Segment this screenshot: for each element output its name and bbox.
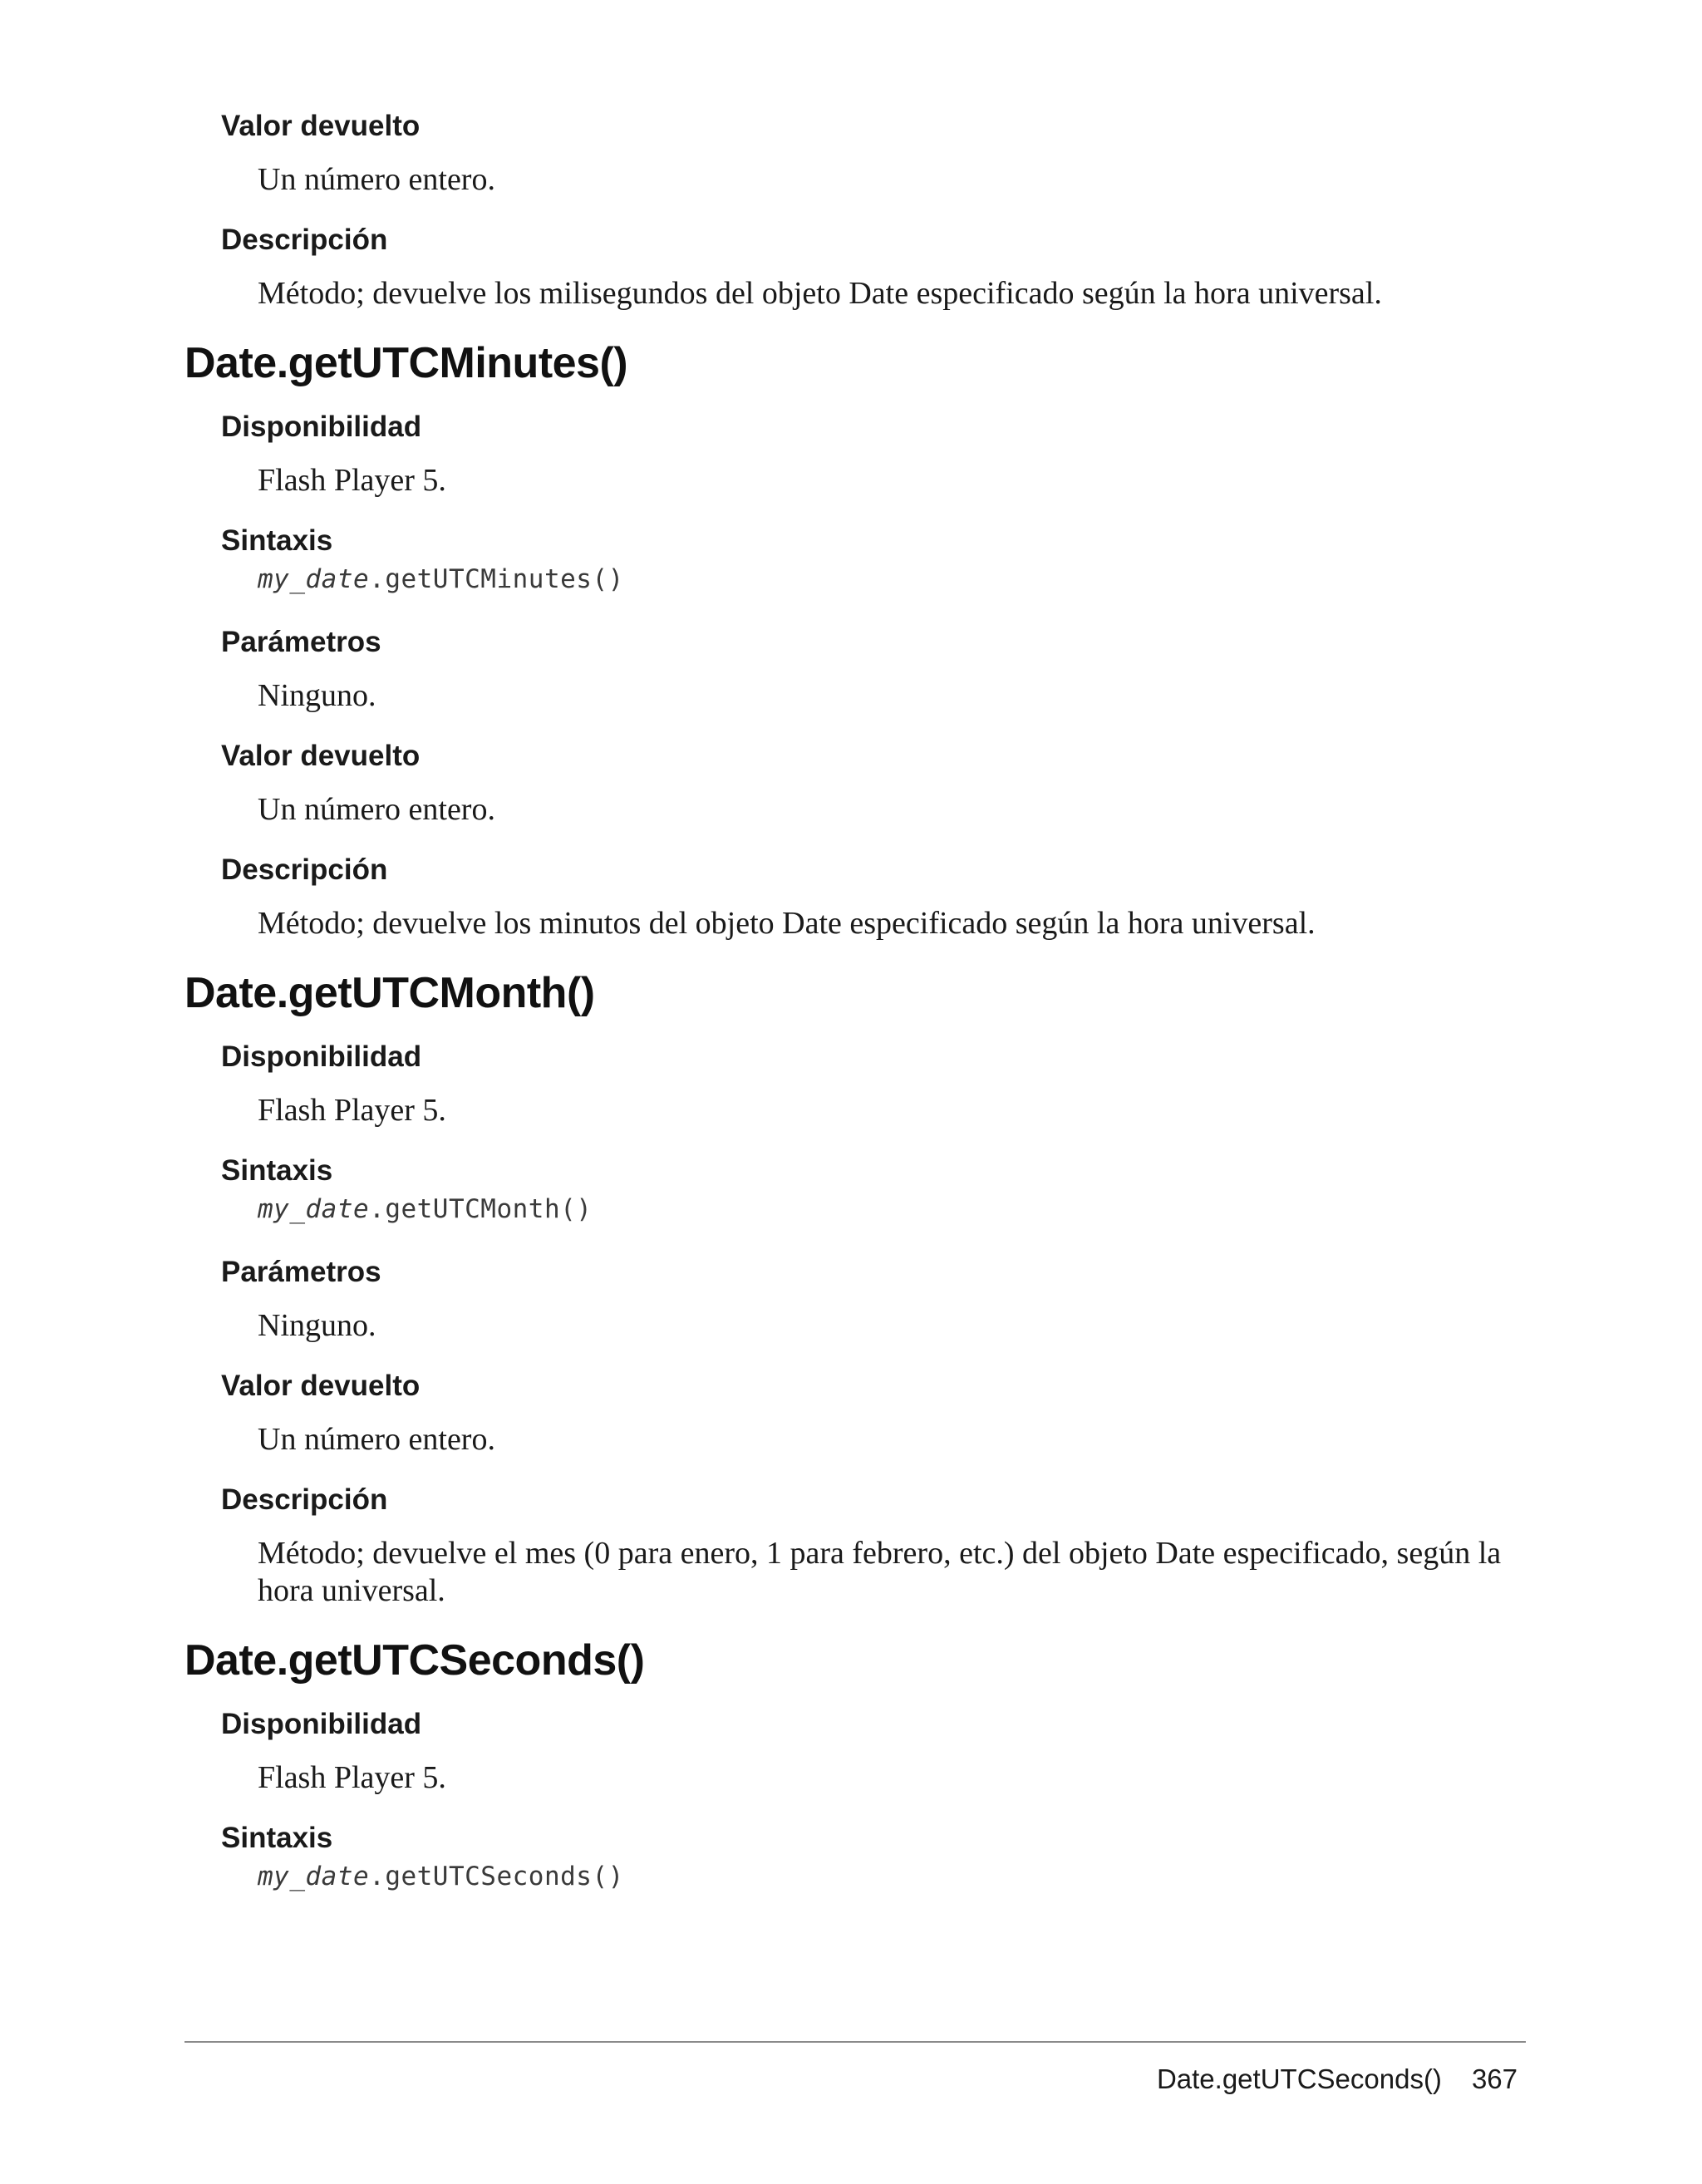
description-heading: Descripción <box>221 853 388 886</box>
syntax-code <box>258 1193 1531 1226</box>
availability-text: Flash Player 5. <box>258 463 446 498</box>
description-heading: Descripción <box>221 1483 388 1516</box>
return-value-text: Un número entero. <box>258 162 495 197</box>
syntax-method: .getUTCMinutes() <box>369 564 624 594</box>
description-text: Método; devuelve los milisegundos del objeto Date especificado según la hora universal. <box>258 276 1382 311</box>
return-value-heading: Valor devuelto <box>221 110 421 142</box>
entry-title: Date.getUTCMonth() <box>184 969 595 1017</box>
parameters-text: Ninguno. <box>258 678 376 713</box>
syntax-method: .getUTCMonth() <box>369 1194 593 1224</box>
description-heading: Descripción <box>221 224 388 256</box>
page-footer <box>1157 2061 1518 2098</box>
entry-getutcminutes <box>184 337 1531 942</box>
parameters-text: Ninguno. <box>258 1308 376 1343</box>
availability-text: Flash Player 5. <box>258 1093 446 1128</box>
availability-heading: Disponibilidad <box>221 1708 422 1740</box>
syntax-heading: Sintaxis <box>221 1154 333 1187</box>
return-value-heading: Valor devuelto <box>221 740 421 772</box>
description-text: Método; devuelve el mes (0 para enero, 1 para febrero, etc.) del objeto Date especificado, según la hora universal. <box>258 1536 1502 1608</box>
syntax-code <box>258 563 1531 596</box>
description-text: Método; devuelve los minutos del objeto Date especificado según la hora universal. <box>258 906 1316 941</box>
availability-heading: Disponibilidad <box>221 411 422 443</box>
parameters-heading: Parámetros <box>221 1256 381 1288</box>
entry-getutcmonth <box>184 967 1531 1610</box>
entry-title: Date.getUTCMinutes() <box>184 339 628 387</box>
syntax-variable: my_date <box>258 1194 370 1224</box>
availability-heading: Disponibilidad <box>221 1040 422 1073</box>
running-title: Date.getUTCSeconds() <box>1156 2063 1442 2094</box>
syntax-heading: Sintaxis <box>221 1822 333 1854</box>
return-value-text: Un número entero. <box>258 1422 495 1457</box>
footer-divider <box>184 2041 1526 2043</box>
page-number: 367 <box>1471 2063 1518 2094</box>
entry-title: Date.getUTCSeconds() <box>184 1636 645 1685</box>
return-value-heading: Valor devuelto <box>221 1370 421 1402</box>
syntax-variable: my_date <box>258 564 370 594</box>
return-value-text: Un número entero. <box>258 792 495 827</box>
syntax-heading: Sintaxis <box>221 524 333 557</box>
entry-getutcseconds <box>184 1635 1531 1893</box>
syntax-code <box>258 1860 1531 1893</box>
parameters-heading: Parámetros <box>221 626 381 658</box>
syntax-variable: my_date <box>258 1862 370 1891</box>
availability-text: Flash Player 5. <box>258 1760 446 1795</box>
page-content <box>184 106 1531 1920</box>
syntax-method: .getUTCSeconds() <box>369 1862 624 1891</box>
